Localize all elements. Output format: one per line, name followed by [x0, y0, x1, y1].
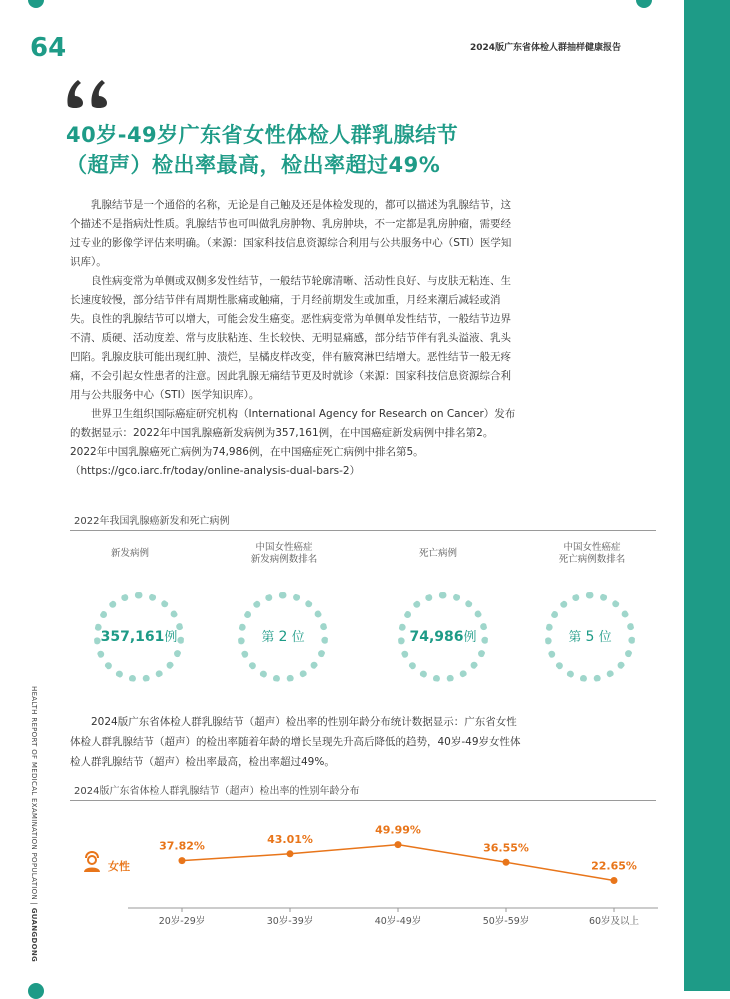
side-color-bar — [684, 0, 730, 991]
article-body — [70, 196, 520, 481]
stat-ring-new-rank — [238, 592, 328, 682]
stat-label-deaths: 死亡病例 — [418, 548, 457, 559]
stat-value-death-rank: 第 5 位 — [568, 629, 612, 645]
article-title — [66, 120, 626, 180]
chart-title-rule — [70, 800, 656, 801]
female-person-icon — [84, 852, 100, 872]
paragraph-iarc-data: 世界卫生组织国际癌症研究机构（International Agency for Research on Cancer）发布的数据显示：2022年中国乳腺癌新发病例为357,161例，在中国癌症新发病例中排名第2。2022年中国乳腺癌死亡病例为74,986例，在中国癌症死亡病例中排名第5。 — [70, 408, 516, 458]
paragraph-benign-malignant: 良性病变常为单侧或双侧多发性结节，一般结节轮廓清晰、活动性良好、与皮肤无粘连、生长速度较慢，部分结节伴有周期性胀痛或触痛，于月经前期发生或加重，月经来潮后减轻或消失。良性的乳腺结节可以增大，可能会发生癌变。恶性病变常为单侧单发性结节，一般结节边界不清、质硬、活动度差、常与皮肤粘连、生长较快、无明显痛感，部分结节伴有乳头溢液、乳头凹陷。乳腺皮肤可能出现红肿、溃烂，呈橘皮样改变，伴有腋窝淋巴结增大。恶性结节一般无疼痛，不会引起女性患者的注意。因此乳腺无痛结节更及时就诊（来源：国家科技信息资源综合利用与公共服务中心（STI）医学知识库）。 — [70, 275, 511, 401]
quote-mark-icon — [64, 72, 112, 108]
page-number: 64 — [30, 33, 67, 63]
side-text-regular: HEALTH REPORT OF MEDICAL EXAMINATION POPULATION — [30, 686, 38, 900]
data-label: 37.82% — [159, 839, 205, 853]
stat-value-new-rank: 第 2 位 — [261, 629, 305, 645]
chart-legend — [84, 852, 130, 873]
data-label: 49.99% — [375, 823, 421, 837]
x-tick-label: 20岁-29岁 — [158, 916, 206, 927]
data-point — [287, 850, 294, 857]
data-point — [611, 877, 618, 884]
stats-section-title: 2022年我国乳腺癌新发和死亡病例 — [74, 516, 230, 527]
side-vertical-text — [30, 686, 38, 962]
corner-dot-top-left — [28, 0, 44, 8]
stat-label-new-cases: 新发病例 — [110, 548, 149, 559]
data-label: 36.55% — [483, 841, 529, 855]
paragraph-age-distribution: 2024版广东省体检人群乳腺结节（超声）检出率的性别年龄分布统计数据显示：广东省女性体检人群乳腺结节（超声）的检出率随着年龄的增长呈现先升高后降低的趋势，40岁-49岁女性体检人群乳腺结节（超声）检出率最高，检出率超过49%。 — [70, 716, 521, 768]
x-tick-label: 30岁-39岁 — [266, 916, 314, 927]
corner-dot-top-right — [636, 0, 652, 8]
stat-value-new-cases: 357,161例 — [100, 629, 178, 645]
series-line-female — [182, 845, 614, 881]
data-label: 22.65% — [591, 859, 637, 873]
title-line-2: （超声）检出率最高，检出率超过49% — [66, 153, 441, 177]
paragraph-nodule-definition: 乳腺结节是一个通俗的名称，无论是自己触及还是体检发现的，都可以描述为乳腺结节，这个描述不是指病灶性质。乳腺结节也可叫做乳房肿物、乳房肿块，不一定都是乳房肿瘤，需要经过专业的影像学评估来明确。（来源：国家科技信息资源综合利用与公共服务中心（STI）医学知识库）。 — [70, 199, 512, 268]
corner-dot-bottom-left — [28, 983, 44, 999]
side-text-separator: | — [30, 902, 38, 906]
age-distribution-line-chart — [70, 810, 660, 940]
stat-ring-new-cases — [94, 592, 184, 682]
x-tick-label: 50岁-59岁 — [482, 916, 530, 927]
stat-label-death-rank: 中国女性癌症 死亡病例数排名 — [558, 542, 626, 565]
data-point — [179, 857, 186, 864]
stats-section-rule — [70, 530, 656, 531]
side-text-bold: GUANGDONG — [30, 907, 38, 963]
x-tick-label: 40岁-49岁 — [374, 916, 422, 927]
data-label: 43.01% — [267, 832, 313, 846]
paragraph-source-url: （https://gco.iarc.fr/today/online-analysis-dual-bars-2） — [70, 465, 361, 477]
stat-value-deaths: 74,986例 — [409, 629, 477, 645]
stat-ring-deaths — [398, 592, 488, 682]
legend-series-name: 女性 — [108, 860, 130, 873]
running-head: 2024版广东省体检人群抽样健康报告 — [470, 43, 622, 53]
x-tick-label: 60岁及以上 — [588, 916, 640, 927]
data-point — [503, 859, 510, 866]
title-line-1: 40岁-49岁广东省女性体检人群乳腺结节 — [66, 123, 459, 147]
stat-ring-death-rank — [545, 592, 635, 682]
chart-title: 2024版广东省体检人群乳腺结节（超声）检出率的性别年龄分布 — [74, 786, 360, 797]
data-point — [395, 841, 402, 848]
stat-label-new-rank: 中国女性癌症 新发病例数排名 — [250, 542, 318, 565]
